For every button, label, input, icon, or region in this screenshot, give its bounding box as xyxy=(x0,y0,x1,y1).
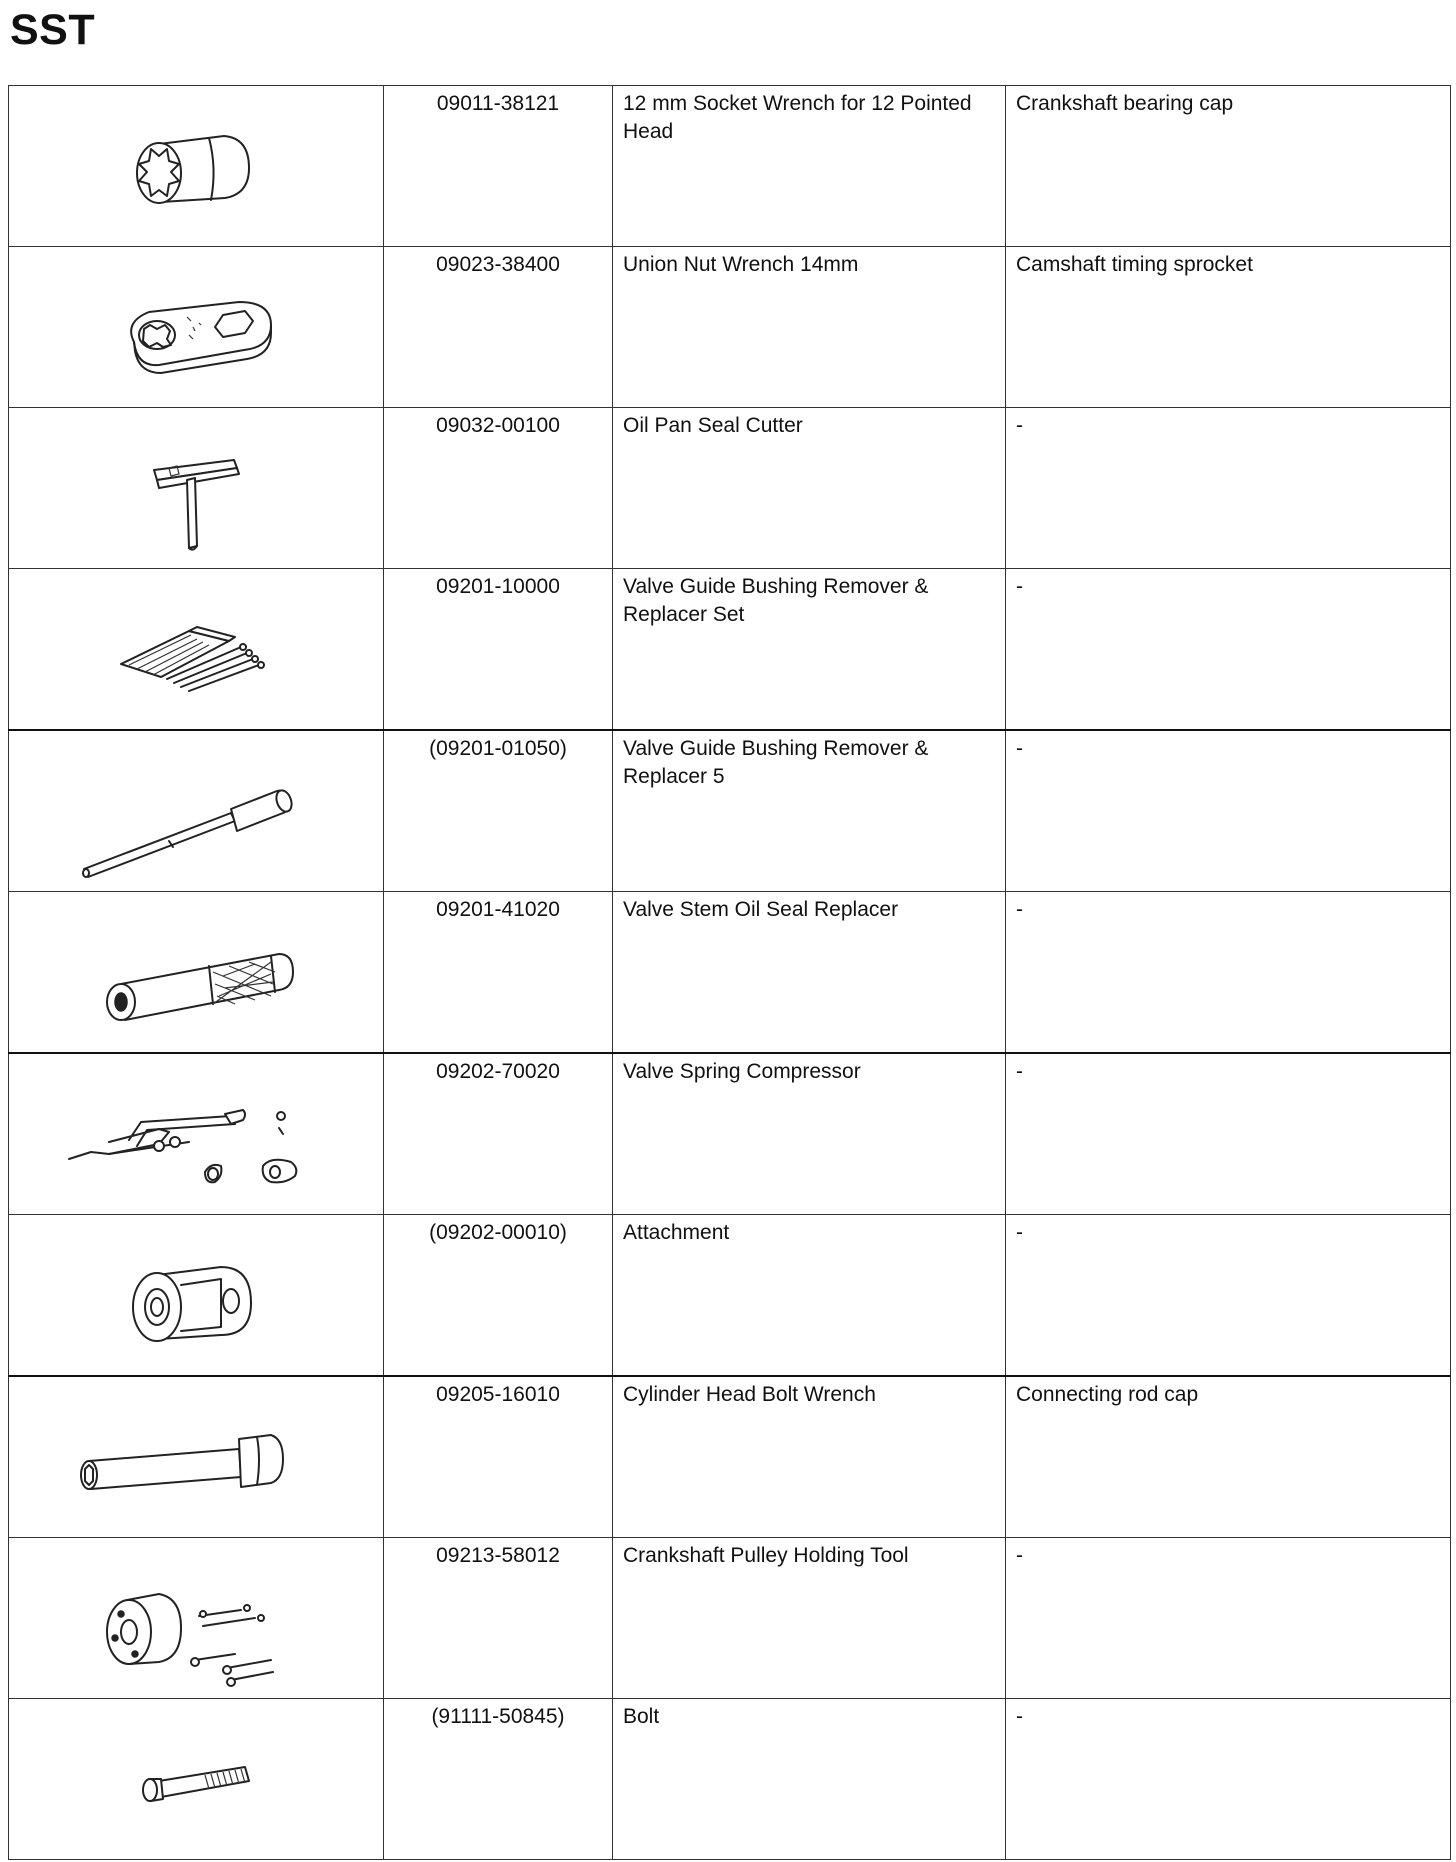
part-number: (09201-01050) xyxy=(429,737,567,760)
tool-name: Oil Pan Seal Cutter xyxy=(623,414,803,437)
tool-name-cell xyxy=(613,86,1006,247)
part-number: 09023-38400 xyxy=(436,253,560,276)
tool-name: Valve Stem Oil Seal Replacer xyxy=(623,898,899,921)
bolt-icon xyxy=(9,1699,383,1859)
tool-name: 12 mm Socket Wrench for 12 Pointed Head xyxy=(623,92,972,143)
tool-name-cell xyxy=(613,1376,1006,1538)
table-row xyxy=(9,569,1451,731)
part-number: 09202-70020 xyxy=(436,1060,560,1083)
tool-name-cell xyxy=(613,1538,1006,1699)
tool-name-cell xyxy=(613,730,1006,892)
part-number-cell xyxy=(384,569,613,731)
tool-illustration-cell xyxy=(9,1699,384,1860)
attachment-icon xyxy=(9,1215,383,1375)
tool-illustration-cell xyxy=(9,247,384,408)
part-number-cell xyxy=(384,408,613,569)
socket-wrench-icon xyxy=(9,86,383,246)
part-number-cell xyxy=(384,1376,613,1538)
tool-name: Valve Spring Compressor xyxy=(623,1060,861,1083)
tool-illustration-cell xyxy=(9,569,384,731)
tool-use: - xyxy=(1016,414,1023,437)
part-number-cell xyxy=(384,730,613,892)
part-number-cell xyxy=(384,1699,613,1860)
tool-illustration-cell xyxy=(9,1053,384,1215)
tool-use-cell xyxy=(1006,408,1451,569)
head-bolt-wrench-icon xyxy=(9,1377,383,1537)
tool-illustration-cell xyxy=(9,86,384,247)
tool-use: - xyxy=(1016,1705,1023,1728)
tool-use-cell xyxy=(1006,86,1451,247)
tool-name-cell xyxy=(613,569,1006,731)
tool-name-cell xyxy=(613,1215,1006,1377)
tool-use-cell xyxy=(1006,730,1451,892)
tool-use-cell xyxy=(1006,247,1451,408)
tool-use-cell xyxy=(1006,1538,1451,1699)
part-number-cell xyxy=(384,247,613,408)
tool-name: Union Nut Wrench 14mm xyxy=(623,253,859,276)
table-row xyxy=(9,408,1451,569)
tool-use: - xyxy=(1016,737,1023,760)
tool-use-cell xyxy=(1006,1699,1451,1860)
tool-use: - xyxy=(1016,575,1023,598)
tool-use: - xyxy=(1016,1060,1023,1083)
table-row xyxy=(9,86,1451,247)
tool-name: Attachment xyxy=(623,1221,730,1244)
tool-use-cell xyxy=(1006,1215,1451,1377)
table-row xyxy=(9,1538,1451,1699)
tool-illustration-cell xyxy=(9,408,384,569)
part-number-cell xyxy=(384,86,613,247)
tool-name-cell xyxy=(613,408,1006,569)
tool-use-cell xyxy=(1006,892,1451,1054)
part-number-cell xyxy=(384,1053,613,1215)
tool-name-cell xyxy=(613,1053,1006,1215)
page-title: SST xyxy=(10,6,96,54)
tool-use: Crankshaft bearing cap xyxy=(1016,92,1234,115)
tool-name-cell xyxy=(613,892,1006,1054)
table-row xyxy=(9,1699,1451,1860)
tool-illustration-cell xyxy=(9,1215,384,1377)
spring-compressor-icon xyxy=(9,1054,383,1214)
tool-name: Crankshaft Pulley Holding Tool xyxy=(623,1544,909,1567)
table-row xyxy=(9,892,1451,1054)
table-row xyxy=(9,1215,1451,1377)
table-row xyxy=(9,1376,1451,1538)
table-row xyxy=(9,730,1451,892)
oil-seal-replacer-icon xyxy=(9,892,383,1052)
tool-illustration-cell xyxy=(9,1538,384,1699)
part-number: (09202-00010) xyxy=(429,1221,567,1244)
tool-name: Valve Guide Bushing Remover & Replacer 5 xyxy=(623,737,929,788)
pulley-holding-tool-icon xyxy=(9,1538,383,1698)
tool-name-cell xyxy=(613,247,1006,408)
tool-name-cell xyxy=(613,1699,1006,1860)
tool-illustration-cell xyxy=(9,730,384,892)
part-number: 09213-58012 xyxy=(436,1544,560,1567)
part-number: 09032-00100 xyxy=(436,414,560,437)
tool-name: Cylinder Head Bolt Wrench xyxy=(623,1383,876,1406)
tool-use: - xyxy=(1016,898,1023,921)
tool-illustration-cell xyxy=(9,892,384,1054)
tool-use-cell xyxy=(1006,1053,1451,1215)
part-number: 09201-10000 xyxy=(436,575,560,598)
part-number: 09205-16010 xyxy=(436,1383,560,1406)
tool-use-cell xyxy=(1006,569,1451,731)
tool-use: Connecting rod cap xyxy=(1016,1383,1199,1406)
tool-use: - xyxy=(1016,1221,1023,1244)
bushing-remover-icon xyxy=(9,731,383,891)
tool-use-cell xyxy=(1006,1376,1451,1538)
tool-use: - xyxy=(1016,1544,1023,1567)
tool-name: Bolt xyxy=(623,1705,660,1728)
part-number-cell xyxy=(384,1215,613,1377)
table-row xyxy=(9,1053,1451,1215)
tool-name: Valve Guide Bushing Remover & Replacer Set xyxy=(623,575,929,626)
part-number: (91111-50845) xyxy=(431,1705,565,1728)
union-nut-wrench-icon xyxy=(9,247,383,407)
seal-cutter-icon xyxy=(9,408,383,568)
sst-table xyxy=(8,85,1451,1860)
part-number-cell xyxy=(384,892,613,1054)
tool-illustration-cell xyxy=(9,1376,384,1538)
bushing-set-icon xyxy=(9,569,383,729)
part-number-cell xyxy=(384,1538,613,1699)
table-row xyxy=(9,247,1451,408)
tool-use: Camshaft timing sprocket xyxy=(1016,253,1253,276)
part-number: 09011-38121 xyxy=(436,92,560,115)
part-number: 09201-41020 xyxy=(436,898,560,921)
